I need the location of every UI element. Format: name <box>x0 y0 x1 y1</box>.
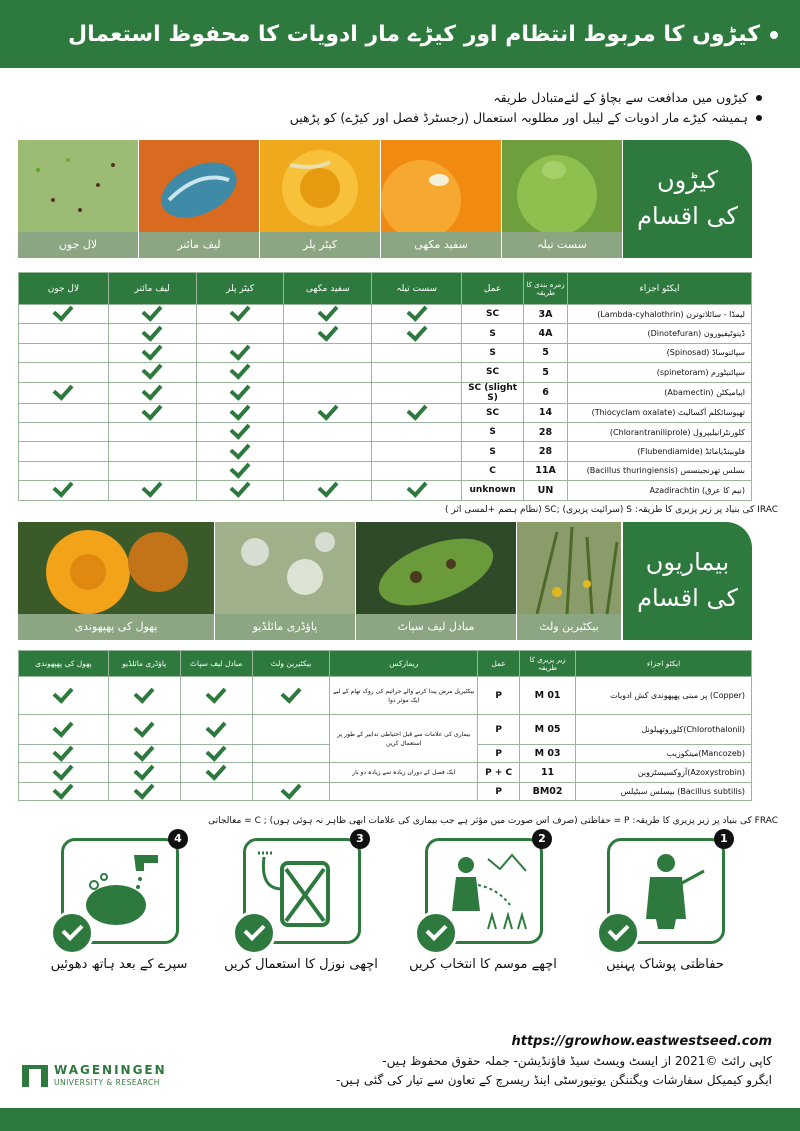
code-cell: 6 <box>524 382 568 403</box>
wageningen-logo-icon <box>22 1065 48 1087</box>
frac-note: FRAC کی بنیاد پر زیر پزیری کا طریقہ: P = حفاظتی (صرف اس صورت میں مؤثر ہے جب بیماری کی علامات ابھی ظاہر نہ ہوئی ہوں) ; C = معالجاتی <box>208 816 778 826</box>
table-row <box>19 677 752 715</box>
col-ingredient: ایکٹو اجزاء <box>567 273 751 305</box>
checkmark-icon <box>142 320 163 341</box>
disease-types-title: کی اقسام <box>637 584 738 612</box>
photo-aphid <box>502 140 622 258</box>
col-mite: لال جوں <box>19 273 109 305</box>
ingredient-cell: (Mancozeb)مینکوزیب <box>576 745 752 763</box>
checkmark-icon <box>134 682 155 703</box>
checkmark-icon <box>53 682 74 703</box>
code-cell: 3A <box>524 305 568 324</box>
checkmark-icon <box>406 477 427 498</box>
practice-label: حفاظتی پوشاک پہنیں <box>606 957 724 972</box>
check-cell <box>19 677 109 715</box>
col-mode: عمل <box>478 651 520 677</box>
check-cell <box>372 442 462 461</box>
check-circle-icon <box>232 911 276 955</box>
ingredient-cell: لیمڈا - سائلاتوترن (Lambda-cyhalothrin) <box>567 305 751 324</box>
check-cell <box>196 481 284 500</box>
mode-cell: P + C <box>478 763 520 783</box>
photo-caption: پھول کی پھپھوندی <box>18 614 214 640</box>
checkmark-icon <box>142 379 163 400</box>
check-cell <box>108 481 196 500</box>
checkmark-icon <box>53 379 74 400</box>
spider-mite-leaf-photo <box>18 140 138 232</box>
photo-caption: سست تیلہ <box>502 232 622 258</box>
mode-cell: P <box>478 677 520 715</box>
pest-photo-band <box>18 140 752 258</box>
checkmark-icon <box>134 759 155 780</box>
code-cell: 11 <box>520 763 576 783</box>
code-cell: BM02 <box>520 783 576 801</box>
checkmark-icon <box>230 457 251 478</box>
practice-card-3 <box>243 832 364 944</box>
check-cell <box>180 677 252 715</box>
check-cell <box>372 363 462 382</box>
check-circle-icon <box>414 911 458 955</box>
logo-line2: UNIVERSITY & RESEARCH <box>54 1078 160 1087</box>
table-row <box>19 343 752 362</box>
check-cell <box>284 442 372 461</box>
table-row <box>19 422 752 441</box>
mode-cell: SC <box>462 363 524 382</box>
checkmark-icon <box>281 682 302 703</box>
check-cell <box>19 442 109 461</box>
check-cell <box>372 422 462 441</box>
check-cell <box>180 783 252 801</box>
check-cell <box>108 783 180 801</box>
photo-caption: لیف مائنر <box>139 232 259 258</box>
remarks-cell: ایک فصل کے دوران زیادہ سے زیادہ دو بار <box>330 763 478 783</box>
mode-cell: C <box>462 461 524 480</box>
disease-types-title: بیماریوں <box>645 548 730 576</box>
checkmark-icon <box>53 300 74 321</box>
photo-spider-mite <box>18 140 138 258</box>
mode-cell: SC <box>462 403 524 422</box>
caterpillar-marigold-photo <box>260 140 380 232</box>
ingredient-cell: تھیوسائکلم آکسالیٹ (Thiocyclam oxalate) <box>567 403 751 422</box>
check-cell <box>19 382 109 403</box>
check-cell <box>19 305 109 324</box>
practice-label: اچھے موسم کا انتخاب کریں <box>409 957 557 972</box>
checkmark-icon <box>230 438 251 459</box>
check-cell <box>372 403 462 422</box>
check-cell <box>372 481 462 500</box>
page-title-wrap <box>68 22 778 47</box>
ingredient-cell: ڈینوٹیفیورون (Dinotefuran) <box>567 324 751 343</box>
photo-bacterial-wilt <box>517 522 621 640</box>
powdery-mildew-photo <box>215 522 355 614</box>
check-cell <box>108 442 196 461</box>
ingredient-cell: (Bacillus subtilis) بیسلس سبٹیلس <box>576 783 752 801</box>
step-number: 2 <box>532 829 552 849</box>
practice-card-1 <box>607 832 728 944</box>
col-mildew: پاؤڈری مائلڈیو <box>108 651 180 677</box>
intro-item: کیڑوں میں مدافعت سے بچاؤ کے لئےمتبادل طریقہ <box>42 88 762 108</box>
pest-types-title: کیڑوں <box>656 166 719 194</box>
pest-types-title: کی اقسام <box>637 202 738 230</box>
code-cell: 28 <box>524 422 568 441</box>
code-cell: 5 <box>524 343 568 362</box>
code-cell: 28 <box>524 442 568 461</box>
disease-photo-band <box>18 522 752 640</box>
mode-cell: P <box>478 783 520 801</box>
table-row <box>19 382 752 403</box>
table-row <box>19 763 752 783</box>
intro-item: ہمیشہ کیڑے مار ادویات کے لیبل اور مطلوبہ استعمال (رجسٹرڈ فصل اور کیڑے) کو پڑھیں <box>42 108 762 128</box>
irac-note: IRAC کی بنیاد پر زیر پزیری کا طریقہ: S (سرائیت پزیری) ;SC (نظام ہضم +لمسی اثر ) <box>445 505 778 515</box>
check-cell <box>284 403 372 422</box>
checkmark-icon <box>230 359 251 380</box>
mode-cell: unknown <box>462 481 524 500</box>
checkmark-icon <box>317 300 338 321</box>
checkmark-icon <box>230 339 251 360</box>
check-cell <box>252 715 330 745</box>
logo-line1: WAGENINGEN <box>54 1063 167 1077</box>
step-number: 3 <box>350 829 370 849</box>
page-title: کیڑوں کا مربوط انتظام اور کیڑے مار ادویات کا محفوظ استعمال <box>68 22 760 47</box>
check-cell <box>372 343 462 362</box>
table-header-row <box>19 273 752 305</box>
pest-types-panel <box>623 140 752 258</box>
check-cell <box>19 324 109 343</box>
mode-cell: S <box>462 324 524 343</box>
check-circle-icon <box>50 911 94 955</box>
checkmark-icon <box>317 477 338 498</box>
ingredient-cell: بسلس تھرنجینسس (Bacillus thuringiensis) <box>567 461 751 480</box>
checkmark-icon <box>406 320 427 341</box>
table-row <box>19 442 752 461</box>
check-cell <box>372 324 462 343</box>
checkmark-icon <box>142 300 163 321</box>
table-row <box>19 363 752 382</box>
photo-powdery-mildew <box>215 522 355 640</box>
code-cell: M 01 <box>520 677 576 715</box>
footer-url[interactable]: https://growhow.eastwestseed.com <box>511 1034 772 1049</box>
copyright-text: کاپی رائٹ ©2021 از ایسٹ ویسٹ سیڈ فاؤنڈیشن- جملہ حقوق محفوظ ہیں- <box>382 1054 772 1068</box>
photo-caption: کیٹر پلر <box>260 232 380 258</box>
check-cell <box>19 403 109 422</box>
table-header-row <box>19 651 752 677</box>
leaf-spot-photo <box>356 522 516 614</box>
photo-leaf-spot <box>356 522 516 640</box>
checkmark-icon <box>53 759 74 780</box>
col-whitefly: سفید مکھی <box>284 273 372 305</box>
col-leafspot: مبادل لیف سپاٹ <box>180 651 252 677</box>
code-cell: UN <box>524 481 568 500</box>
check-cell <box>252 783 330 801</box>
check-cell <box>108 677 180 715</box>
code-cell: 11A <box>524 461 568 480</box>
ingredient-cell: (Azoxystrobin)آزوکسیسٹروبن <box>576 763 752 783</box>
fungicide-table <box>18 650 752 801</box>
photo-caption: پاؤڈری مائلڈیو <box>215 614 355 640</box>
checkmark-icon <box>206 716 227 737</box>
table-row <box>19 403 752 422</box>
checkmark-icon <box>230 477 251 498</box>
checkmark-icon <box>406 399 427 420</box>
code-cell: M 03 <box>520 745 576 763</box>
insecticide-table <box>18 272 752 501</box>
checkmark-icon <box>142 359 163 380</box>
code-cell: 14 <box>524 403 568 422</box>
table-row <box>19 715 752 745</box>
remarks-cell: بیماری کی علامات سے قبل احتیاطی تدابیر کے طور پر استعمال کریں <box>330 715 478 763</box>
mode-cell: SC (slight S) <box>462 382 524 403</box>
bacterial-wilt-photo <box>517 522 621 614</box>
practice-card-4 <box>61 832 182 944</box>
check-cell <box>284 363 372 382</box>
code-cell: 4A <box>524 324 568 343</box>
practice-label: سپرے کے بعد ہاتھ دھوئیں <box>50 957 188 972</box>
table-row <box>19 461 752 480</box>
mode-cell: S <box>462 422 524 441</box>
ingredient-cell: سپائنیٹورم (spinetoram) <box>567 363 751 382</box>
photo-caption: لال جوں <box>18 232 138 258</box>
photo-leaf-miner <box>139 140 259 258</box>
ingredient-cell: کلورنٹرانیلیپرول (Chlorantraniliprole) <box>567 422 751 441</box>
mode-cell: S <box>462 442 524 461</box>
ingredient-cell: (Copper) پر مبنی پھپھوندی کش ادویات <box>576 677 752 715</box>
photo-caption: سفید مکھی <box>381 232 501 258</box>
step-number: 4 <box>168 829 188 849</box>
check-cell <box>252 677 330 715</box>
checkmark-icon <box>134 716 155 737</box>
mode-cell: P <box>478 745 520 763</box>
check-cell <box>284 422 372 441</box>
aphid-photo <box>502 140 622 232</box>
photo-caption: مبادل لیف سپاٹ <box>356 614 516 640</box>
check-cell <box>108 403 196 422</box>
col-wilt: بیکٹیرین ولٹ <box>252 651 330 677</box>
check-cell <box>19 481 109 500</box>
ingredient-cell: ایبامیکٹن (Abamectin) <box>567 382 751 403</box>
page-header <box>0 0 800 68</box>
checkmark-icon <box>230 418 251 439</box>
table-row <box>19 783 752 801</box>
checkmark-icon <box>317 399 338 420</box>
flower-blight-photo <box>18 522 214 614</box>
photo-caption: بیکٹیرین ولٹ <box>517 614 621 640</box>
remarks-cell: بیکٹیریل مرض پیدا کرنے والے جراثیم کی روک تھام کے لیے ایک موثر دوا <box>330 677 478 715</box>
col-mode: عمل <box>462 273 524 305</box>
check-cell <box>284 481 372 500</box>
check-cell <box>252 745 330 763</box>
check-cell <box>19 343 109 362</box>
footer-text <box>336 1052 772 1090</box>
mode-cell: P <box>478 715 520 745</box>
ingredient-cell: (Chlorothalonil)کلوروتھیلونل <box>576 715 752 745</box>
whitefly-photo <box>381 140 501 232</box>
practice-label: اچھی نوزل کا استعمال کریں <box>224 957 378 972</box>
photo-caterpillar <box>260 140 380 258</box>
table-row <box>19 305 752 324</box>
table-row <box>19 324 752 343</box>
checkmark-icon <box>230 379 251 400</box>
photo-whitefly <box>381 140 501 258</box>
check-cell <box>284 343 372 362</box>
bullet-icon <box>770 31 778 39</box>
ingredient-cell: فلوبینڈیامائڈ (Flubendiamide) <box>567 442 751 461</box>
code-cell: 5 <box>524 363 568 382</box>
checkmark-icon <box>206 759 227 780</box>
photo-flower-blight <box>18 522 214 640</box>
ingredient-cell: (نیم کا عرق) Azadirachtin <box>567 481 751 500</box>
checkmark-icon <box>142 399 163 420</box>
check-cell <box>108 422 196 441</box>
mode-cell: SC <box>462 305 524 324</box>
step-number: 1 <box>714 829 734 849</box>
check-cell <box>19 422 109 441</box>
check-cell <box>196 305 284 324</box>
col-blight: پھول کی پھپھوندی <box>19 651 109 677</box>
code-cell: M 05 <box>520 715 576 745</box>
col-code: زیر پزیری کا طریقہ <box>520 651 576 677</box>
checkmark-icon <box>142 339 163 360</box>
checkmark-icon <box>53 716 74 737</box>
checkmark-icon <box>230 300 251 321</box>
checkmark-icon <box>206 682 227 703</box>
col-aphid: سست تیلہ <box>372 273 462 305</box>
checkmark-icon <box>230 399 251 420</box>
check-cell <box>19 783 109 801</box>
leaf-miner-photo <box>139 140 259 232</box>
col-caterpillar: کیٹر پلر <box>196 273 284 305</box>
mode-cell: S <box>462 343 524 362</box>
col-code: زمرہ بندی کا طریقہ <box>524 273 568 305</box>
checkmark-icon <box>317 320 338 341</box>
col-remarks: ریمارکس <box>330 651 478 677</box>
credit-text: ایگرو کیمیکل سفارشات ویگننگن یونیورسٹی اینڈ ریسرچ کے تعاون سے تیار کی گئی ہیں- <box>335 1073 772 1087</box>
intro-list <box>42 88 762 128</box>
ingredient-cell: سپائنوساڈ (Spinosad) <box>567 343 751 362</box>
col-ingredient: ایکٹو اجزاء <box>576 651 752 677</box>
checkmark-icon <box>53 477 74 498</box>
practice-card-2 <box>425 832 546 944</box>
col-leafminer: لیف مائنر <box>108 273 196 305</box>
checkmark-icon <box>406 300 427 321</box>
check-cell <box>284 324 372 343</box>
disease-types-panel <box>623 522 752 640</box>
table-row <box>19 481 752 500</box>
bottom-bar <box>0 1108 800 1131</box>
remarks-cell <box>330 783 478 801</box>
checkmark-icon <box>142 477 163 498</box>
check-cell <box>180 763 252 783</box>
check-circle-icon <box>596 911 640 955</box>
